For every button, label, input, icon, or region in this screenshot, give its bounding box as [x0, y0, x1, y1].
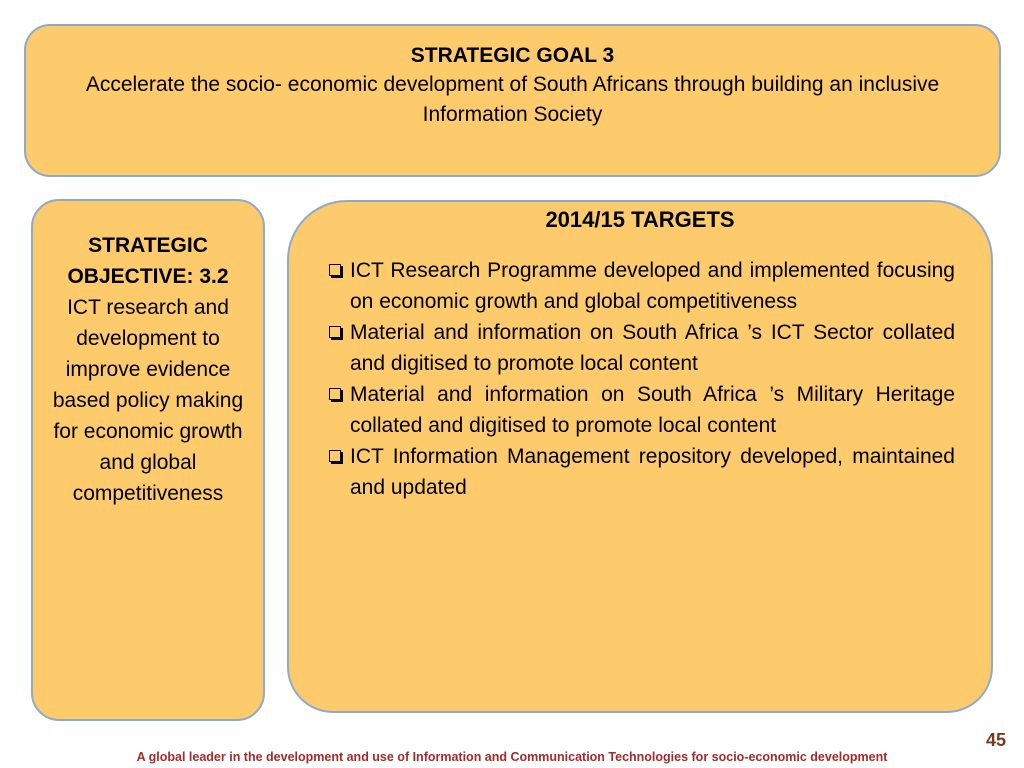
- target-item: [329, 441, 955, 503]
- checkbox-bullet-icon: [329, 450, 341, 462]
- goal-description: Accelerate the socio- economic development of South Africans through building an inclusive Information Society: [85, 73, 940, 126]
- target-item: [329, 317, 955, 379]
- targets-list: [289, 255, 991, 503]
- target-text: Material and information on South Africa ’s Military Heritage collated and digitised to promote local content: [350, 383, 955, 437]
- target-text: Material and information on South Africa ’s ICT Sector collated and digitised to promote local content: [350, 321, 955, 375]
- targets-heading: 2014/15 TARGETS: [545, 207, 735, 232]
- page-number: 45: [985, 730, 1006, 750]
- footer-tagline: A global leader in the development and use of Information and Communication Technologies for socio-economic development: [136, 750, 888, 764]
- target-item: [329, 255, 955, 317]
- checkbox-bullet-icon: [329, 326, 341, 338]
- objective-heading: STRATEGIC OBJECTIVE: 3.2: [67, 234, 229, 288]
- goal-title: STRATEGIC GOAL 3: [410, 44, 615, 67]
- checkbox-bullet-icon: [329, 264, 341, 276]
- objective-description: ICT research and development to improve evidence based policy making for economic growth and global competitiveness: [52, 296, 244, 505]
- strategic-objective-box: [31, 199, 265, 721]
- target-text: ICT Information Management repository developed, maintained and updated: [350, 445, 955, 499]
- strategic-goal-box: [24, 24, 1001, 177]
- target-item: [329, 379, 955, 441]
- checkbox-bullet-icon: [329, 388, 341, 400]
- targets-box: [287, 200, 993, 713]
- target-text: ICT Research Programme developed and implemented focusing on economic growth and global competitiveness: [350, 259, 955, 313]
